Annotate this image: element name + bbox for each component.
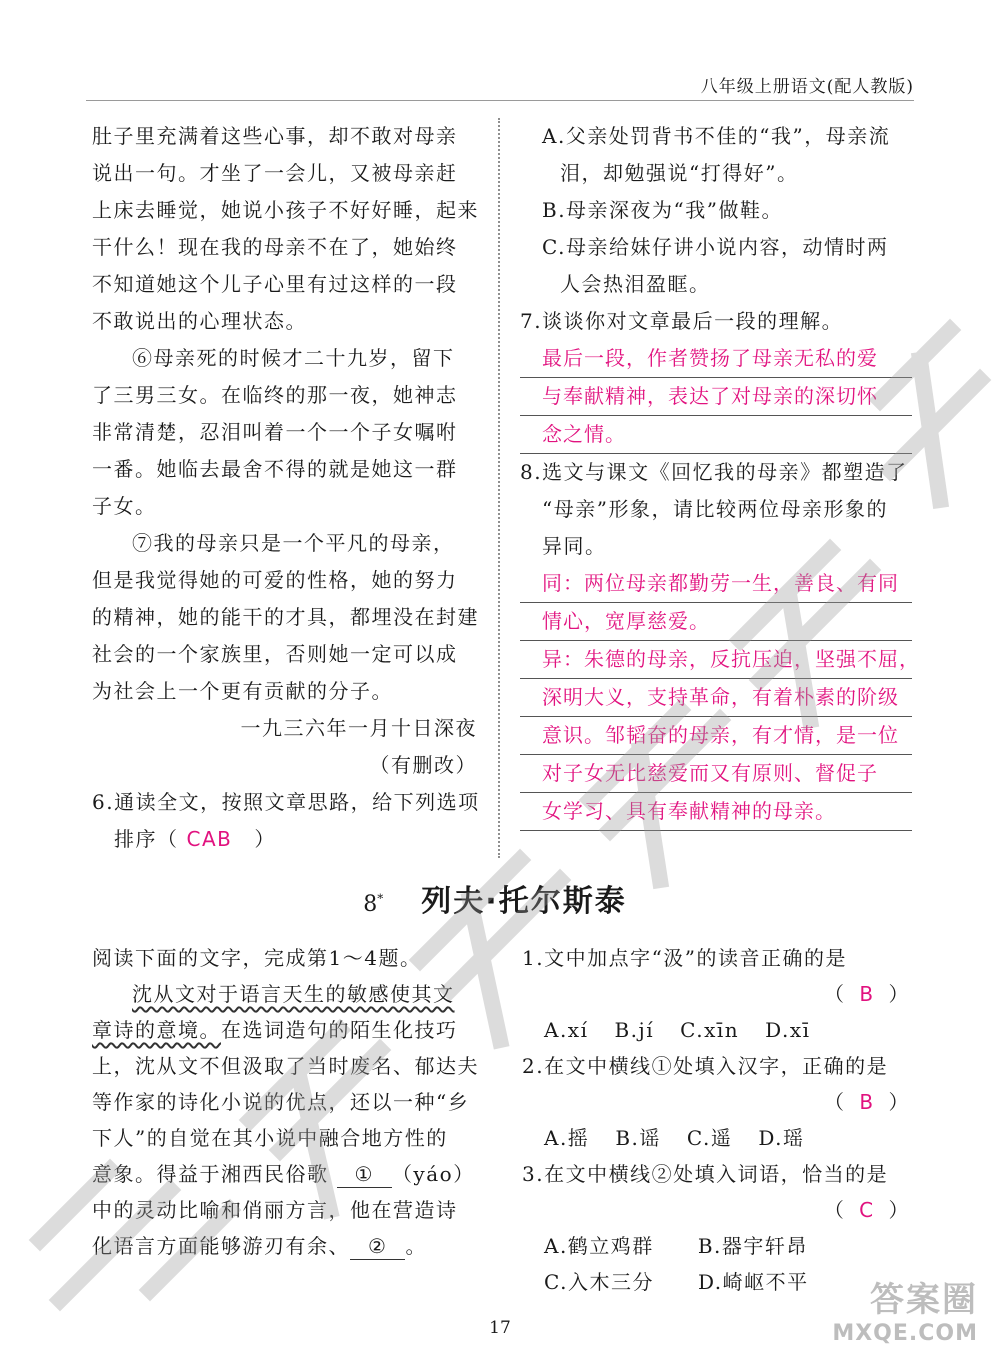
question-8: 8.选文与课文《回忆我的母亲》都塑造了 <box>520 460 908 484</box>
column-divider <box>498 118 500 858</box>
q1-option: D.xī <box>765 1018 811 1042</box>
pinyin: （yáo） <box>391 1162 475 1186</box>
q8-answer-line: 深明大义，支持革命，有着朴素的阶级 <box>520 679 912 717</box>
section-number <box>363 892 383 917</box>
reading-line <box>92 976 482 1012</box>
q2-option: C.遥 <box>686 1126 733 1150</box>
section-number-text: 8 <box>363 892 378 917</box>
q3-option: C.入木三分 <box>544 1270 654 1294</box>
passage-date: 一九三六年一月十日深夜 <box>240 716 477 740</box>
q1-option: B.jí <box>614 1018 655 1042</box>
q8-answer-line: 对子女无比慈爱而又有原则、督促子 <box>520 755 912 793</box>
blank-2: ② <box>350 1233 405 1260</box>
blank-1: ① <box>337 1161 392 1188</box>
q3-option: A.鹤立鸡群 <box>544 1234 654 1258</box>
section-mark: * <box>377 891 384 906</box>
passage-line: 不敢说出的心理状态。 <box>92 309 307 333</box>
passage-note: （有删改） <box>369 753 477 777</box>
book-title: 八年级上册语文(配人教版) <box>700 77 914 97</box>
header-rule <box>86 100 914 101</box>
right-column-questions <box>520 118 920 831</box>
passage-line: 社会的一个家族里，否则她一定可以成 <box>92 642 458 666</box>
q1-options <box>522 1012 912 1048</box>
reading-intro: 阅读下面的文字，完成第1～4题。 <box>92 946 422 970</box>
q1-answer-bracket: （ B ） <box>824 982 910 1006</box>
reading-text: 。 <box>405 1234 427 1258</box>
reading-line: 上，沈从文不但汲取了当时废名、郁达夫 <box>92 1054 479 1078</box>
option-c-cont: 人会热泪盈眶。 <box>560 272 711 296</box>
section-title: 列夫·托尔斯泰 <box>421 884 627 919</box>
q8-answer-line: 女学习、具有奉献精神的母亲。 <box>520 793 912 831</box>
section-heading <box>0 876 1000 920</box>
question-6-answer-line <box>92 821 477 858</box>
question-8-cont: 异同。 <box>542 534 607 558</box>
question-1: 1.文中加点字“汲”的读音正确的是 <box>522 946 848 970</box>
question-3: 3.在文中横线②处填入词语，恰当的是 <box>522 1162 889 1186</box>
q7-answer-line: 最后一段，作者赞扬了母亲无私的爱 <box>520 340 912 378</box>
passage-line: 不知道她这个儿子心里有过这样的一段 <box>92 272 458 296</box>
q8-answer-line: 同：两位母亲都勤劳一生，善良、有同 <box>520 565 912 603</box>
q6-answer: CAB <box>186 827 233 851</box>
q2-options <box>522 1120 912 1156</box>
q2-option: A.摇 <box>544 1126 590 1150</box>
option-c: C.母亲给妹仔讲小说内容，动情时两 <box>542 235 889 259</box>
q3-answer: C <box>859 1198 875 1222</box>
option-a: A.父亲处罚背书不佳的“我”，母亲流 <box>542 124 891 148</box>
reading-line <box>92 1228 482 1264</box>
watermark-logo-bottom: MXQE.COM <box>832 1321 978 1346</box>
q3-option: D.崎岖不平 <box>697 1270 809 1294</box>
question-6: 6.通读全文，按照文章思路，给下列选项 <box>92 790 480 814</box>
passage-line: 干什么！现在我的母亲不在了，她始终 <box>92 235 458 259</box>
q3-options-row1 <box>522 1228 912 1264</box>
passage-line: ⑦我的母亲只是一个平凡的母亲， <box>132 531 455 555</box>
q3-options-row2 <box>522 1264 912 1300</box>
passage-line: 肚子里充满着这些心事，却不敢对母亲 <box>92 124 458 148</box>
reading-line <box>92 1012 482 1048</box>
q7-answer-line: 与奉献精神，表达了对母亲的深切怀 <box>520 378 912 416</box>
q2-option: B.谣 <box>615 1126 661 1150</box>
q8-answer-line: 意识。邹韬奋的母亲，有才情，是一位 <box>520 717 912 755</box>
left-column-reading <box>92 940 482 1264</box>
page-number: 17 <box>489 1318 511 1338</box>
reading-line: 下人”的自觉在其小说中融合地方性的 <box>92 1126 448 1150</box>
question-8-cont: “母亲”形象，请比较两位母亲形象的 <box>542 497 888 521</box>
q1-answer: B <box>859 982 875 1006</box>
reading-line: 等作家的诗化小说的优点，还以一种“乡 <box>92 1090 470 1114</box>
watermark-logo-top: 答案圈 <box>870 1280 978 1320</box>
passage-line: ⑥母亲死的时候才二十九岁，留下 <box>132 346 455 370</box>
q6-prefix: 排序（ <box>114 827 179 851</box>
question-2: 2.在文中横线①处填入汉字，正确的是 <box>522 1054 889 1078</box>
passage-line: 了三男三女。在临终的那一夜，她神志 <box>92 383 458 407</box>
passage-line: 上床去睡觉，她说小孩子不好好睡，起来 <box>92 198 479 222</box>
passage-line: 但是我觉得她的可爱的性格，她的努力 <box>92 568 458 592</box>
option-b: B.母亲深夜为“我”做鞋。 <box>542 198 784 222</box>
q3-answer-bracket: （ C ） <box>823 1198 910 1222</box>
reading-line <box>92 1156 482 1192</box>
passage-line: 为社会上一个更有贡献的分子。 <box>92 679 393 703</box>
q2-answer-bracket: （ B ） <box>824 1090 910 1114</box>
wavy-underlined-text: 沈从文对于语言天生的敏感使其文 <box>132 982 455 1006</box>
reading-line: 中的灵动比喻和俏丽方言，他在营造诗 <box>92 1198 458 1222</box>
option-a-cont: 泪，却勉强说“打得好”。 <box>560 161 799 185</box>
q1-option: C.xīn <box>680 1018 740 1042</box>
q7-answer-line: 念之情。 <box>520 416 912 454</box>
reading-text: 在选词造句的陌生化技巧 <box>221 1018 458 1042</box>
q8-answer-line: 异：朱德的母亲，反抗压迫，坚强不屈， <box>520 641 912 679</box>
passage-line: 子女。 <box>92 494 157 518</box>
left-column-passage <box>92 118 480 858</box>
reading-text: 化语言方面能够游刃有余、 <box>92 1234 350 1258</box>
passage-line: 一番。她临去最舍不得的就是她这一群 <box>92 457 458 481</box>
q1-option: A.xí <box>544 1018 589 1042</box>
reading-text: 意象。得益于湘西民俗歌 <box>92 1162 329 1186</box>
q2-answer: B <box>859 1090 875 1114</box>
q6-suffix: ） <box>254 827 276 851</box>
right-column-exercises <box>522 940 912 1300</box>
q8-answer-line: 情心，宽厚慈爱。 <box>520 603 912 641</box>
q2-option: D.瑶 <box>758 1126 805 1150</box>
question-7: 7.谈谈你对文章最后一段的理解。 <box>520 309 844 333</box>
passage-line: 的精神，她的能干的才具，都埋没在封建 <box>92 605 479 629</box>
q3-option: B.器宇轩昂 <box>697 1234 808 1258</box>
wavy-underlined-text: 章诗的意境。 <box>92 1018 221 1042</box>
passage-line: 说出一句。才坐了一会儿，又被母亲赶 <box>92 161 458 185</box>
passage-line: 非常清楚，忍泪叫着一个一个子女嘱咐 <box>92 420 458 444</box>
